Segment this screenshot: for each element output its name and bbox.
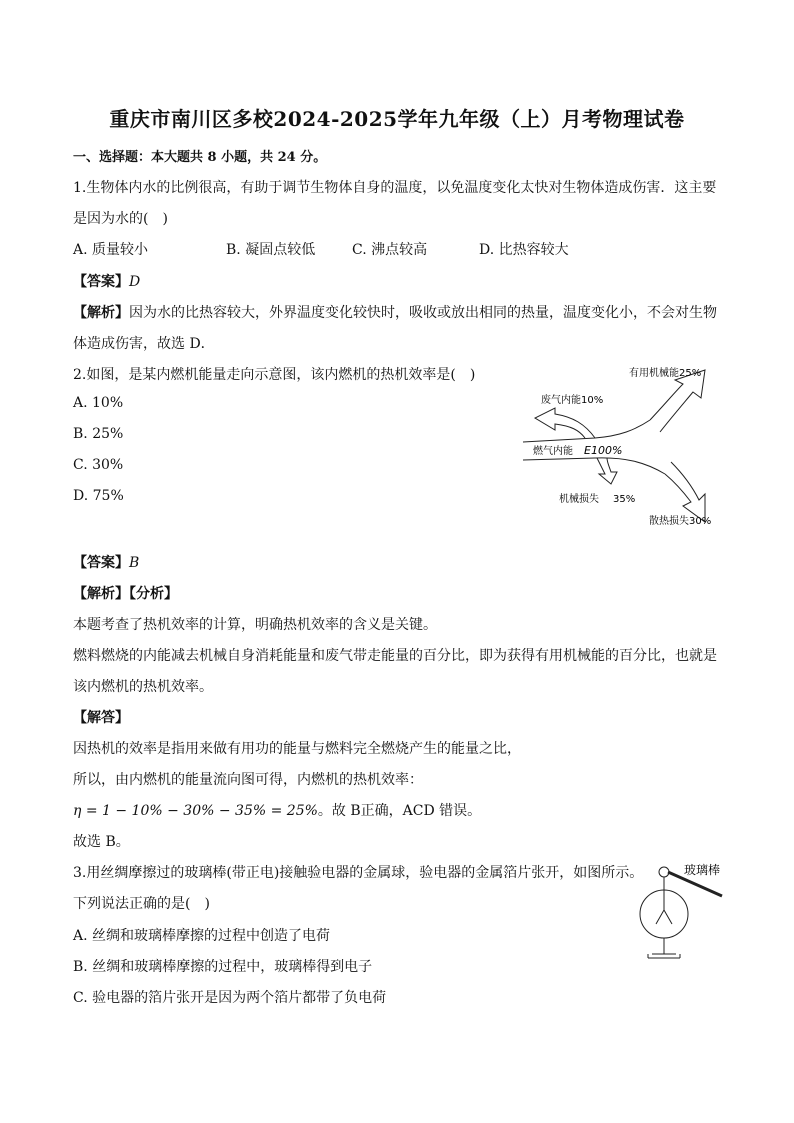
analysis-tag: 【解析】 xyxy=(73,586,129,602)
fuel-label: 燃气内能 xyxy=(533,446,573,457)
analysis-tag: 【解析】 xyxy=(73,305,129,321)
q2-solution-line2: 所以，由内燃机的能量流向图可得，内燃机的热机效率： xyxy=(73,772,423,788)
q2-analysis-line2: 燃料燃烧的内能减去机械自身消耗能量和废气带走能量的百分比，即为获得有用机械能的百分比，也就是 xyxy=(73,648,717,664)
q2-solution-line1: 因热机的效率是指用来做有用功的能量与燃料完全燃烧产生的能量之比， xyxy=(73,741,521,757)
heat-loss-arrow xyxy=(665,462,705,522)
mech-loss-arrow xyxy=(597,458,617,484)
q2-analysis-heading xyxy=(73,583,178,603)
heat-loss-label: 散热损失30% xyxy=(649,516,712,527)
q1-option-a: A. 质量较小 xyxy=(73,242,149,258)
q1-stem-line2: 是因为水的( ) xyxy=(73,211,168,227)
q3-option-a: A. 丝绸和玻璃棒摩擦的过程中创造了电荷 xyxy=(73,928,331,944)
q2-option-a: A. 10% xyxy=(73,395,124,411)
solution-tail: 。故 B正确，ACD 错误。 xyxy=(317,803,482,819)
mech-loss-label: 机械损失 xyxy=(559,494,599,505)
q2-conclusion: 故选 B。 xyxy=(73,834,130,850)
q1-stem-line1: 1.生物体内水的比例很高，有助于调节生物体自身的温度，以免温度变化太快对生物体造成伤害．这主要 xyxy=(73,180,717,196)
q1-option-c: C. 沸点较高 xyxy=(352,242,428,258)
energy-flow-diagram xyxy=(515,362,730,532)
mech-loss-value: 35% xyxy=(613,494,636,505)
q2-analysis-line1: 本题考查了热机效率的计算，明确热机效率的含义是关键。 xyxy=(73,617,437,633)
useful-label: 有用机械能25% xyxy=(629,368,702,379)
useful-arrow xyxy=(650,370,705,432)
fuel-energy-band xyxy=(523,420,650,442)
q2-option-d: D. 75% xyxy=(73,488,124,504)
answer-value: D xyxy=(129,274,141,290)
fuel-value: E100% xyxy=(584,444,623,457)
exhaust-label: 废气内能10% xyxy=(541,395,604,406)
page-title: 重庆市南川区多校2024-2025学年九年级（上）月考物理试卷 xyxy=(109,107,685,131)
solution-formula: η = 1 − 10% − 30% − 35% = 25% xyxy=(73,803,318,819)
exhaust-arrow xyxy=(535,408,595,438)
q3-option-c: C. 验电器的箔片张开是因为两个箔片都带了负电荷 xyxy=(73,990,387,1006)
fenxi-tag: 【分析】 xyxy=(129,586,178,602)
q3-option-b: B. 丝绸和玻璃棒摩擦的过程中，玻璃棒得到电子 xyxy=(73,959,373,975)
q3-stem-line1: 3.用丝绸摩擦过的玻璃棒(带正电)接触验电器的金属球，验电器的金属箔片张开，如图所示。 xyxy=(73,865,644,881)
q1-analysis-line2: 体造成伤害，故选 D． xyxy=(73,336,215,352)
q2-option-b: B. 25% xyxy=(73,426,124,442)
q1-answer xyxy=(73,271,140,291)
electroscope-figure xyxy=(630,858,730,966)
q2-solution-formula-line xyxy=(73,800,481,820)
q2-option-c: C. 30% xyxy=(73,457,124,473)
answer-value: B xyxy=(129,555,140,571)
q3-stem-line2: 下列说法正确的是( ) xyxy=(73,896,210,912)
metal-ball xyxy=(659,867,669,877)
answer-tag: 【答案】 xyxy=(73,274,129,290)
foil-leaves xyxy=(656,910,672,924)
q1-option-d: D. 比热容较大 xyxy=(479,242,569,258)
q2-answer xyxy=(73,552,139,572)
q2-jieda-tag: 【解答】 xyxy=(73,710,129,726)
q1-analysis-line1 xyxy=(73,302,717,322)
answer-tag: 【答案】 xyxy=(73,555,129,571)
q1-option-b: B. 凝固点较低 xyxy=(226,242,316,258)
section-heading: 一、选择题：本大题共 8 小题，共 24 分。 xyxy=(73,150,327,165)
analysis-text: 因为水的比热容较大，外界温度变化较快时，吸收或放出相同的热量，温度变化小，不会对生物 xyxy=(129,305,717,321)
glass-rod-label: 玻璃棒 xyxy=(684,863,721,877)
q2-stem: 2.如图，是某内燃机能量走向示意图，该内燃机的热机效率是( ) xyxy=(73,367,476,383)
q2-analysis-line3: 该内燃机的热机效率。 xyxy=(73,679,213,695)
